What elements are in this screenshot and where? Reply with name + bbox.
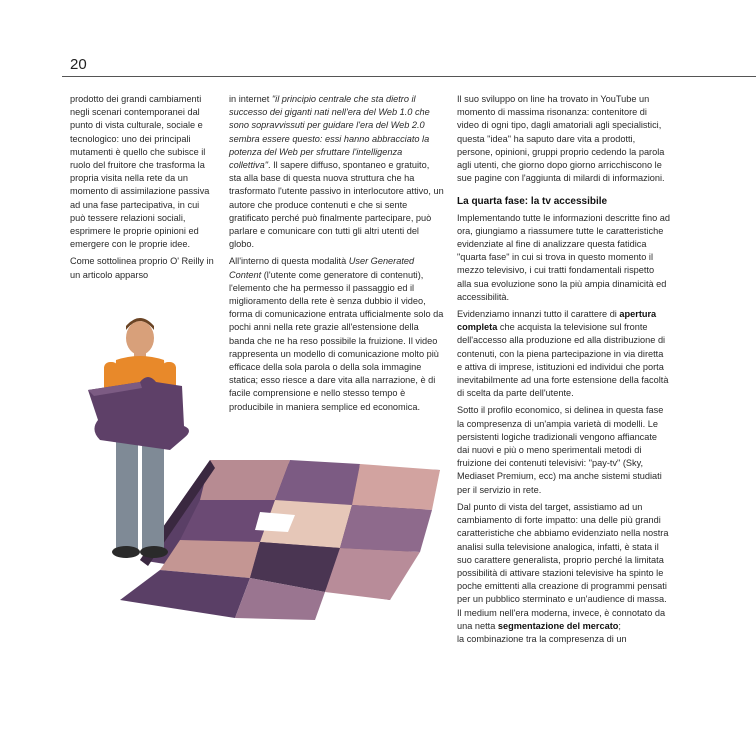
text-column-1 [70, 93, 214, 286]
section-heading: La quarta fase: la tv accessibile [457, 196, 608, 208]
puzzle-illustration [60, 300, 450, 630]
paragraph: prodotto dei grandi cambiamenti negli scenari contemporanei dal punto di vista culturale, sociale e tecnologico: uno dei principali mutamenti è quello che subisce il ruolo del fruitore che trasforma la propria visita nella rete da un momento di assimilazione passiva ad una fase partecipativa, in cui può tessere relazioni sociali, esprimere le proprie opinioni ed emergere con le proprie idee. [70, 94, 210, 250]
paragraph: Dal punto di vista del target, assistiamo ad un cambiamento di forte impatto: una delle più grandi caratteristiche che abbiamo evidenziato nella nostra analisi sulla televisione analogica, infatti, è stata il suo carattere generalista, proprio perché la limitata possibilità di attivare stazioni televisive ha spinto le poche emittenti alla creazione di programmi pensati per un pubblico sterminato e un'audience di massa. Il medium nell'era moderna, invece, è connotato da una netta segmentazione del mercato; la combinazione tra la compresenza di un [457, 501, 669, 644]
header-rule [62, 76, 756, 77]
text-column-3 [457, 93, 670, 650]
paragraph: Implementando tutte le informazioni descritte fino ad ora, giungiamo a riassumere tutte le caratteristiche evidenziate al fine di analizzare questa fatidica "quarta fase" in cui si trova in questo momento il mezzo televisivo, i cui tratti fondamentali rispetto alla sua evoluzione sono la più ampia dinamicità ed accessibilità. [457, 212, 670, 302]
paragraph: Sotto il profilo economico, si delinea in questa fase la compresenza di un'ampia varietà di modelli. Le persistenti logiche tradizionali vengono affiancate dai nuovi e più o meno sperimentali metodi di fruizione dei contenuti televisivi: "pay-tv" (Sky, Mediaset Premium, ecc) ma anche sistemi studiati per il servizio in rete. [457, 405, 664, 495]
page-number: 20 [70, 56, 87, 73]
paragraph: Come sottolinea proprio O' Reilly in un articolo apparso [70, 256, 214, 280]
paragraph: All'interno di questa modalità User Generated Content (l'utente come generatore di contenuti), l'elemento che ha permesso il passaggio ed il miglioramento della rete è senza dubbio il video, forma di comunicazione entrata ufficialmente solo da pochi anni nella rete grazie all'estensione della banda che ne ha reso possibile la fruizione. Il video rappresenta un modello di comunicazione molto più efficace della sola parola o della sola immagine statica; esso riesce a dare vita alla narrazione, è di facile comprensione e nello stesso tempo è producibile in maniera semplice ed economica. [229, 256, 444, 412]
paragraph: in internet "il principio centrale che sta dietro il successo dei giganti nati nell'era del Web 1.0 che sono sopravvissuti per guidare l'era del Web 2.0 sembra essere questo: essi hanno abbracciato la potenza del Web per sfruttare l'intelligenza collettiva". Il sapere diffuso, spontaneo e gratuito, sta alla base di questa nuova struttura che ha trasformato l'utente passivo in interlocutore attivo, un autore che produce contenuti e che si sente gratificato perché può finalmente partecipare, può parlare e comunicare con tutti gli altri utenti del globo. [229, 94, 444, 250]
puzzle-floor [120, 460, 440, 620]
paragraph: Il suo sviluppo on line ha trovato in YouTube un momento di massima risonanza: contenitore di video di ogni tipo, dagli amatoriali agli specialistici, questa "idea" ha saputo dare vita a prodotti, persone, opinioni, gruppi proprio cedendo la parola agli utenti, che giorno dopo giorno arricchiscono le sue pagine con l'aggiunta di milardi di informazioni. [457, 94, 665, 184]
paragraph: Evidenziamo innanzi tutto il carattere di apertura completa che acquista la televisione sul fronte dell'accesso alla produzione ed alla distribuzione di contenuti, con la piena partecipazione in via diretta e attiva di imprese, istituzioni ed individui che porta inevitabilmente ad una forte estensione della facoltà di scelta da parte dell'utente. [457, 309, 669, 399]
held-puzzle-piece [88, 377, 189, 450]
